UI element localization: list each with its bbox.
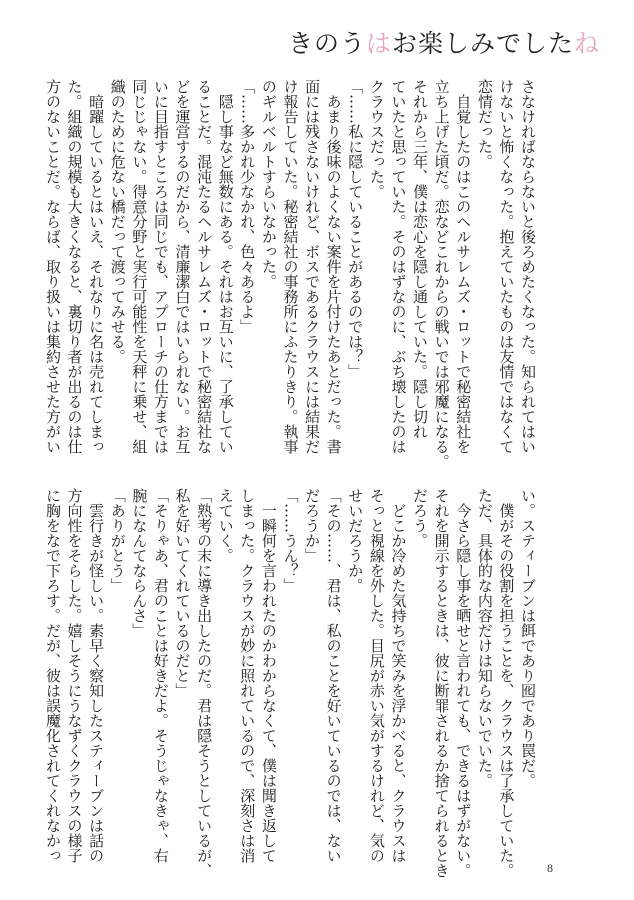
title-accent-2: ね [573,29,600,58]
text-line: 腕になんてならんさ」 [130,488,149,638]
text-line: 「熟考の末に導き出したのだ。君は隠そうとしているが、 [195,488,214,878]
text-line: けないと怖くなった。抱えていたものは友情ではなくて [497,79,516,454]
text-line: い。スティーブンは餌であり囮であり罠だ。 [519,488,537,788]
text-line: 「その……、君は、私のことを好いているのでは、ない [324,488,343,863]
text-line: 隠し事など無数にある。それはお互いに、了承してい [216,79,235,454]
text-line: 同じじゃない。得意分野と実行可能性を天秤に乗せ、組 [130,79,149,454]
text-line: 方のないことだ。ならば、取り扱いは集約させた方がい [43,79,62,454]
text-line: 方向性をそらした。嬉しそうにうなずくクラウスの様子 [65,488,84,863]
title-part-1: きのう [287,29,366,58]
body-text-upper-block [43,79,538,469]
text-line: そっと視線を外した。目尻が赤い気がするけれど、気の [367,488,386,863]
text-line: だろう。 [411,488,430,548]
text-line: ていたと思っていた。そのはずなのに、ぶち壊したのは [389,79,408,454]
body-text-lower-block [43,488,538,878]
text-line: さなければならないと後ろめたくなった。知られてはい [519,79,537,454]
text-line: クラウスだった。 [367,79,386,199]
text-line: えていく。 [216,488,235,563]
text-line: 「ありがとう」 [108,488,127,593]
text-line: 面には残さないけれど、ボスであるクラウスには結果だ [303,79,322,454]
text-line: しまった。クラウスが妙に照れているので、深刻さは消 [238,488,257,863]
text-line: それから三年、僕は恋心を隠し通していた。隠し切れ [411,79,430,439]
text-line: 織のために危ない橋だって渡ってみせる。 [108,79,127,364]
text-line: いに目指すところは同じでも、アプローチの仕方までは [151,79,170,454]
text-line: どこか冷めた気持ちで笑みを浮かべると、クラウスは [389,488,408,863]
text-line: 「……多かれ少なかれ、色々あるよ」 [238,79,257,334]
title-part-2: お楽しみでした [391,29,574,58]
page-header-title [288,24,600,60]
text-line: 「……うん？」 [281,488,300,593]
text-line: ることだ。混沌たるヘルサレムズ・ロットで秘密結社な [195,79,214,454]
text-line: あまり後味のよくない案件を片付けたあとだった。書 [324,79,343,454]
text-line: せいだろうか。 [346,488,365,593]
text-line: 暗躍しているとはいえ、それなりに名は売れてしまっ [87,79,106,454]
text-line: た。組織の規模も大きくなると、裏切り者が出るのは仕 [65,79,84,454]
text-line: 立ち上げた頃だ。恋などこれからの戦いでは邪魔になる。 [432,79,451,469]
text-line: け報告していた。秘密結社の事務所にふたりきり。執事 [281,79,300,454]
text-line: 「そりゃあ、君のことは好きだよ。そうじゃなきゃ、右 [151,488,170,863]
text-line: 恋情だった。 [475,79,494,169]
text-line: 自覚したのはこのヘルサレムズ・ロットで秘密結社を [454,79,473,454]
text-line: どを運営するのだから、清廉潔白ではいられない。お互 [173,79,192,454]
text-line: だろうか」 [303,488,322,563]
text-line: 一瞬何を言われたのかわからなくて、僕は聞き返して [259,488,278,863]
text-line: に胸をなで下ろす。だが、彼は誤魔化されてくれなかっ [43,488,62,863]
text-line: のギルベルトすらいなかった。 [259,79,278,289]
text-line: 今さら隠し事を晒せと言われても、できるはずがない。 [454,488,473,878]
text-line: 「……私に隠していることがあるのでは？」 [346,79,365,379]
title-accent-1: は [365,29,392,58]
text-line: ただ、具体的な内容だけは知らないでいた。 [475,488,494,788]
text-line: それを開示するときは、彼に断罪されるか捨てられるとき [432,488,451,878]
page-number: 8 [547,861,553,875]
text-line: 私を好いてくれているのだと」 [173,488,192,698]
text-line: 雲行きが怪しい。素早く察知したスティーブンは話の [87,488,106,863]
text-line: 僕がその役割を担うことを、クラウスは了承していた。 [497,488,516,878]
